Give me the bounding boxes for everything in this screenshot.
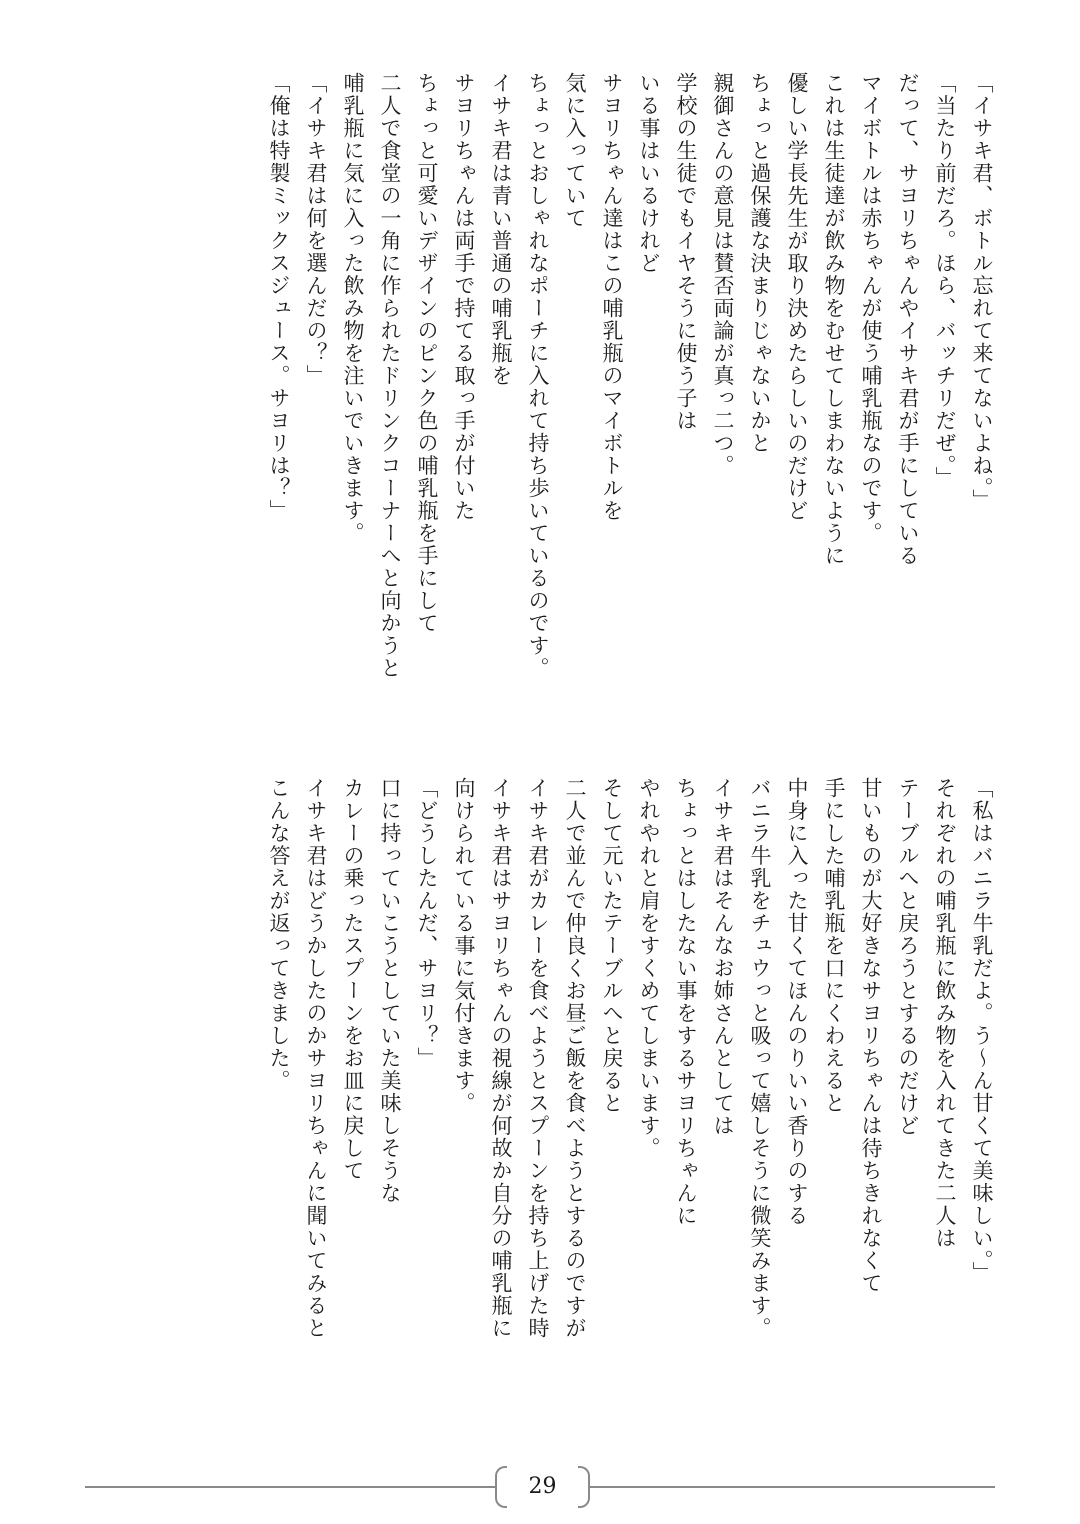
text-line: 「私はバニラ牛乳だよ。う～ん甘くて美味しい。」 [970,777,994,1284]
text-line: 優しい学長先生が取り決めたらしいのだけど [785,72,809,522]
text-line: それぞれの哺乳瓶に飲み物を入れてきた二人は [933,777,957,1250]
text-line: 口に持っていこうとしていた美味しそうな [378,777,402,1205]
text-line: 学校の生徒でもイヤそうに使う子は [674,72,698,432]
text-line: イサキ君は青い普通の哺乳瓶を [489,72,513,387]
page-number: 29 [528,1474,557,1499]
top-text-block [260,72,1000,712]
text-line: 二人で並んで仲良くお昼ご飯を食べようとするのですが [563,777,587,1340]
text-line: イサキ君はどうかしたのかサヨリちゃんに聞いてみると [304,777,328,1340]
text-line: 「イサキ君、ボトル忘れて来てないよね。」 [970,72,994,512]
text-line: イサキ君がカレーを食べようとスプーンを持ち上げた時 [526,777,550,1340]
text-line: これは生徒達が飲み物をむせてしまわないように [822,72,846,567]
text-line: イサキ君はそんなお姉さんとしては [711,777,735,1137]
footer-rule-right [590,1486,995,1488]
footer-rule-left [85,1486,495,1488]
text-line: 気に入っていて [563,72,587,230]
text-line: サヨリちゃんは両手で持てる取っ手が付いた [452,72,476,522]
text-line: こんな答えが返ってきました。 [267,777,291,1092]
text-line: 親御さんの意見は賛否両論が真っ二つ。 [711,72,735,477]
text-line: やれやれと肩をすくめてしまいます。 [637,777,661,1160]
text-line: ちょっとおしゃれなポーチに入れて持ち歩いているのです。 [526,72,550,680]
text-line: サヨリちゃん達はこの哺乳瓶のマイボトルを [600,72,624,522]
bottom-text-block [260,777,1000,1417]
text-line: バニラ牛乳をチュウっと吸って嬉しそうに微笑みます。 [748,777,772,1340]
text-line: 哺乳瓶に気に入った飲み物を注いでいきます。 [341,72,365,545]
text-line: 甘いものが大好きなサヨリちゃんは待ちきれなくて [859,777,883,1295]
text-line: ちょっとはしたない事をするサヨリちゃんに [674,777,698,1227]
text-line: 手にした哺乳瓶を口にくわえると [822,777,846,1115]
text-line: ちょっと過保護な決まりじゃないかと [748,72,772,455]
text-line: 「イサキ君は何を選んだの？」 [304,72,328,387]
text-line: 「どうしたんだ、サヨリ？」 [415,777,439,1070]
text-line: だって、サヨリちゃんやイサキ君が手にしている [896,72,920,567]
text-line: 向けられている事に気付きます。 [452,777,476,1115]
text-line: ちょっと可愛いデザインのピンク色の哺乳瓶を手にして [415,72,439,635]
text-line: 「俺は特製ミックスジュース。サヨリは？」 [267,72,291,522]
text-line: そして元いたテーブルへと戻ると [600,777,624,1115]
text-line: イサキ君はサヨリちゃんの視線が何故か自分の哺乳瓶に [489,777,513,1340]
text-line: テーブルへと戻ろうとするのだけど [896,777,920,1137]
text-line: マイボトルは赤ちゃんが使う哺乳瓶なのです。 [859,72,883,545]
text-line: 二人で食堂の一角に作られたドリンクコーナーへと向かうと [378,72,402,680]
text-line: いる事はいるけれど [637,72,661,275]
text-line: 「当たり前だろ。ほら、バッチリだぜ。」 [933,72,957,489]
page-number-bracket-right [578,1466,590,1508]
text-line: カレーの乗ったスプーンをお皿に戻して [341,777,365,1182]
text-line: 中身に入った甘くてほんのりいい香りのする [785,777,809,1227]
page-number-bracket-left [495,1466,507,1508]
